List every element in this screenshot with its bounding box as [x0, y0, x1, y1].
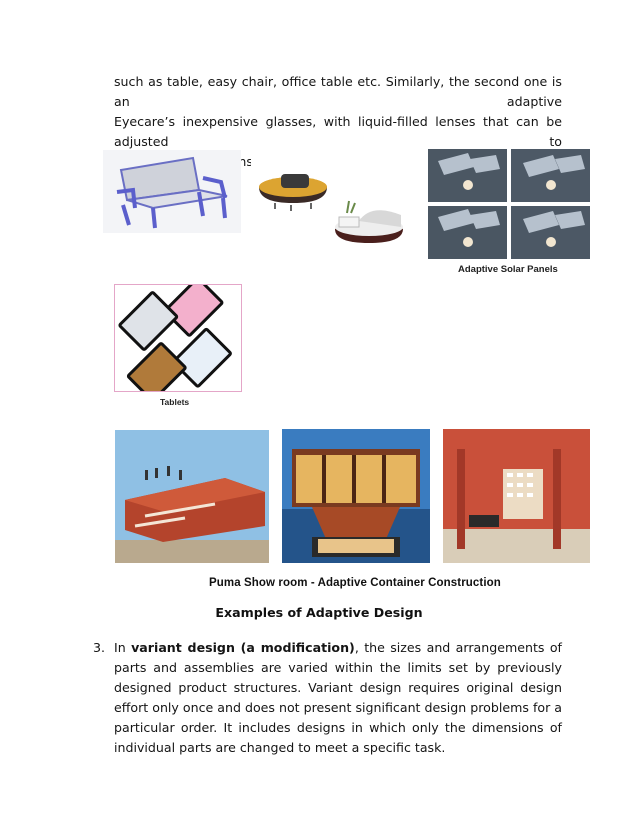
intro-line-1: such as table, easy chair, office table etc. Similarly, the second one is an adaptive — [114, 74, 562, 109]
list-number: 3. — [93, 640, 106, 655]
container-interior-image — [443, 429, 590, 563]
paragraph-body: , the sizes and arrangements of parts and assemblies are varied within the limits set by previously designed product structures. Variant design requires original design effort only once and does not present significant design problems for a particular order. It includes designs in which only the dimensions of individual parts are changed to meet a specific task. — [114, 640, 562, 755]
tablets-caption: Tablets — [160, 397, 190, 407]
solar-panels-image — [428, 149, 590, 259]
intro-line-2: Eyecare’s inexpensive glasses, with liquid-filled lenses that can be adjusted to — [114, 114, 562, 149]
container-caption: Puma Show room - Adaptive Container Construction — [209, 577, 501, 589]
variant-design-term: variant design (a modification) — [131, 640, 355, 655]
paragraph-lead: In — [114, 640, 132, 655]
container-building-image-2 — [282, 429, 430, 563]
variant-design-paragraph — [114, 638, 562, 758]
lounge-chairs-image — [251, 155, 409, 247]
solar-caption: Adaptive Solar Panels — [458, 264, 558, 275]
section-title: Examples of Adaptive Design — [215, 605, 423, 620]
bench-image — [103, 150, 241, 233]
container-building-image-1 — [115, 430, 269, 563]
tablets-image — [114, 284, 242, 392]
